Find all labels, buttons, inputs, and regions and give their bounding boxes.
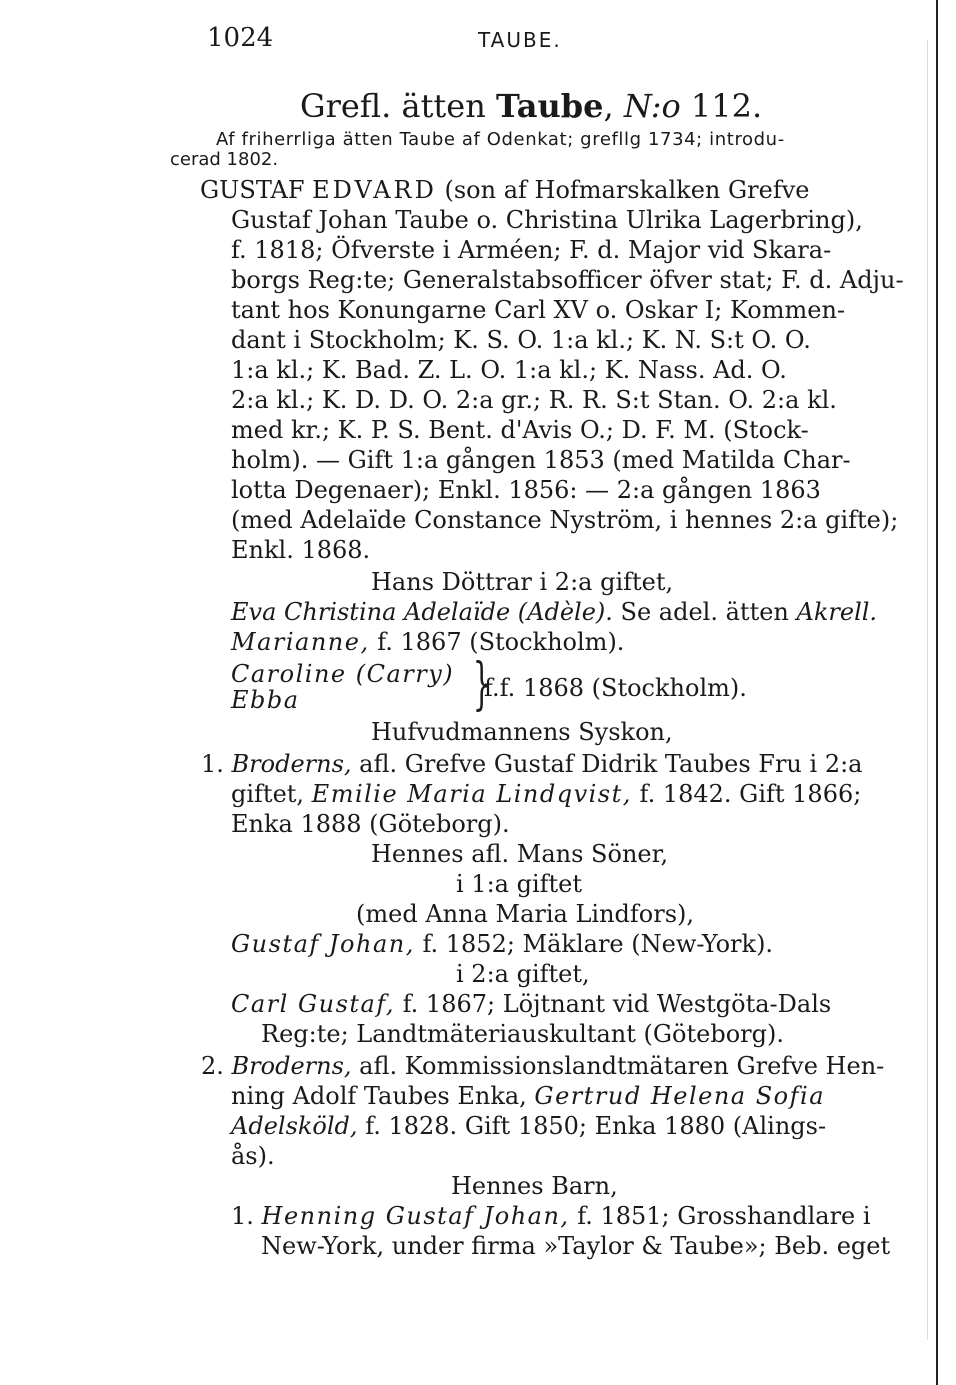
intro-line-2: cerad 1802.: [170, 149, 279, 170]
daughter-eva-ref: Akrell.: [796, 598, 878, 626]
sibling-2-text: afl. Kommissionslandtmätaren Grefve Hen-: [351, 1052, 885, 1080]
sibling-1-line-2: [231, 780, 861, 808]
family-number: 112.: [680, 87, 763, 125]
running-head: TAUBE.: [478, 28, 562, 52]
sibling-2-child-1: [231, 1202, 871, 1230]
main-line-4: borgs Reg:te; Generalstabsofficer öfver stat; F. d. Adju-: [231, 266, 904, 294]
main-line-8: 2:a kl.; K. D. D. O. 2:a gr.; R. R. S:t Stan. O. 2:a kl.: [231, 386, 837, 414]
sibling-2-child-1-number: 1.: [231, 1202, 254, 1230]
title-sep: ,: [603, 87, 624, 125]
main-line-6: dant i Stockholm; K. S. O. 1:a kl.; K. N. S:t O. O.: [231, 326, 811, 354]
main-line-12: (med Adelaïde Constance Nyström, i hennes 2:a gifte);: [231, 506, 899, 534]
sibling-1-son-2: [231, 990, 831, 1018]
section-title: [300, 88, 762, 124]
sibling-2-widow-surname: Adelsköld,: [231, 1112, 358, 1140]
sibling-2-child-1-note: f. 1851; Grosshandlare i: [569, 1202, 871, 1230]
sibling-1-mother: (med Anna Maria Lindfors),: [356, 900, 695, 928]
daughter-eva-name: Eva Christina Adelaïde (Adèle).: [231, 598, 613, 626]
siblings-heading: Hufvudmannens Syskon,: [371, 718, 673, 746]
sibling-1-son-1-name: Gustaf Johan,: [231, 930, 415, 958]
brace-symbol: }: [472, 652, 491, 717]
sibling-2-line-3: [231, 1112, 826, 1140]
sibling-1-first-marriage: i 1:a giftet: [456, 870, 583, 898]
daughter-marianne: [231, 628, 624, 656]
page-number: 1024: [207, 23, 274, 53]
sibling-1-giftet: giftet,: [231, 780, 312, 808]
main-line-3: f. 1818; Öfverste i Arméen; F. d. Major vid Skara-: [231, 236, 832, 264]
sibling-2-dates: f. 1828. Gift 1850; Enka 1880 (Alings-: [357, 1112, 827, 1140]
sibling-2-line-4: ås).: [231, 1142, 275, 1170]
sibling-1-line-1: [201, 750, 862, 778]
sibling-1-relation: Broderns,: [231, 750, 352, 778]
daughter-marianne-name: Marianne,: [231, 628, 370, 656]
sibling-2-child-1-line-2: New-York, under firma »Taylor & Taube»; Beb. eget: [261, 1232, 891, 1260]
sibling-2-line-1: [201, 1052, 884, 1080]
number-label: N:o: [623, 87, 681, 125]
sibling-1-son-1-note: f. 1852; Mäklare (New-York).: [414, 930, 774, 958]
daughter-eva-note: Se adel. ätten: [612, 598, 797, 626]
sibling-1-number: 1.: [201, 750, 224, 778]
title-prefix: Grefl. ätten: [300, 87, 486, 125]
daughter-marianne-note: f. 1867 (Stockholm).: [369, 628, 625, 656]
main-line-9: med kr.; K. P. S. Bent. d'Avis O.; D. F. M. (Stock-: [231, 416, 809, 444]
sibling-1-line-3: Enka 1888 (Göteborg).: [231, 810, 510, 838]
sibling-1-widow-name: Emilie Maria Lindqvist,: [311, 780, 632, 808]
sibling-2-text-2: ning Adolf Taubes Enka,: [231, 1082, 535, 1110]
intro-line-1: Af friherrliga ätten Taube af Odenkat; grefllg 1734; introdu-: [216, 129, 785, 150]
sibling-1-dates: f. 1842. Gift 1866;: [631, 780, 862, 808]
sibling-1-text: afl. Grefve Gustaf Didrik Taubes Fru i 2:a: [351, 750, 863, 778]
sibling-1-son-2-line-2: Reg:te; Landtmäteriauskultant (Göteborg).: [261, 1020, 784, 1048]
sibling-2-line-2: [231, 1082, 825, 1110]
sibling-1-son-2-note: f. 1867; Löjtnant vid Westgöta-Dals: [395, 990, 832, 1018]
sibling-2-child-1-name: Henning Gustaf Johan,: [261, 1202, 570, 1230]
daughter-eva: [231, 598, 877, 626]
daughters-heading: Hans Döttrar i 2:a giftet,: [371, 568, 674, 596]
sibling-2-children-heading: Hennes Barn,: [451, 1172, 618, 1200]
main-line-7: 1:a kl.; K. Bad. Z. L. O. 1:a kl.; K. Nass. Ad. O.: [231, 356, 787, 384]
sibling-1-son-2-name: Carl Gustaf,: [231, 990, 396, 1018]
main-line-13: Enkl. 1868.: [231, 536, 371, 564]
sibling-2-relation: Broderns,: [231, 1052, 352, 1080]
given-name-1: GUSTAF: [200, 176, 313, 204]
sibling-1-sons-heading: Hennes afl. Mans Söner,: [371, 840, 669, 868]
main-line-11: lotta Degenaer); Enkl. 1856: — 2:a gången 1863: [231, 476, 821, 504]
sibling-1-son-1: [231, 930, 773, 958]
main-line-5: tant hos Konungarne Carl XV o. Oskar I; Kommen-: [231, 296, 846, 324]
given-name-2: EDVARD: [312, 176, 437, 204]
main-line-1: [200, 176, 809, 204]
main-line-10: holm). — Gift 1:a gången 1853 (med Matilda Char-: [231, 446, 851, 474]
daughter-caroline-name: Caroline (Carry): [231, 660, 455, 688]
sibling-1-second-marriage: i 2:a giftet,: [456, 960, 590, 988]
parent-text: (son af Hofmarskalken Grefve: [436, 176, 810, 204]
page-edge-line: [936, 0, 938, 1385]
sibling-2-widow-name: Gertrud Helena Sofia: [534, 1082, 825, 1110]
daughter-ebba-name: Ebba: [231, 686, 300, 714]
family-name: Taube: [496, 87, 604, 125]
main-line-2: Gustaf Johan Taube o. Christina Ulrika Lagerbring),: [231, 206, 863, 234]
sibling-2-number: 2.: [201, 1052, 224, 1080]
page-edge-shadow: [927, 40, 928, 1340]
twins-note: f.f. 1868 (Stockholm).: [484, 674, 747, 702]
